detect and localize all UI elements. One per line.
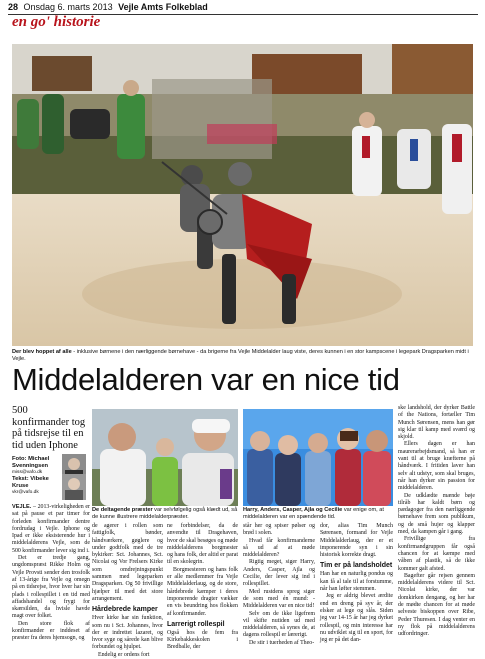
article-para: Endelig er ordens fort: [98, 651, 150, 658]
writer-portrait: [62, 474, 86, 500]
article-para: Frivillige fra konfirmandgruppen får også chancen for at kæmpe med våben af plastik, så de ikke kommer galt afsted.: [398, 536, 475, 572]
article-para: ne forbindelser, da de anvendte til Dragehaven, hvor de skal besøges og møde middelalderens borgmester og hans folk, der altid er parat til en skolegrin.: [167, 523, 238, 566]
article-para: Også hos de fem fra Kirkebakkeskolen i Bredballe, der: [167, 629, 238, 651]
article-subheading: Tim er på landsholdet: [320, 562, 393, 570]
main-caption-text: - inklusive børnene i den nærliggende børnehave - da brigerne fra Vejle Middelalder laug viste, deres kunnen i en stor kampscene i legepark Dragsparken midt i Vejle.: [12, 349, 469, 362]
article-col-4: [243, 523, 315, 646]
byline-text-email: vkr@vafo.dk: [12, 490, 39, 495]
article-para: Med rustdens spreg siger de som med én mund: - Middelalderen var en nice tid!: [243, 588, 315, 610]
article-col-5: [320, 523, 393, 644]
subheadline: 500 konfirmander tog på tidsrejse til en tid uden Iphone: [12, 405, 86, 451]
article-para: De stir i tuerheden af Theo-: [249, 639, 315, 646]
article-para: ske landshold, der dyrker Battle of the Nations, fortæller Tim Munch Sørensen, mens han gør sig klar til kamp med sværd og skjold.: [398, 405, 475, 441]
page-number: 28: [8, 2, 19, 12]
article-para: dor, alias Tim Munch Sørensen, formand for Vejle Middelalderlaug, der er et imponerende syn i sin historisk korrekte dragt.: [320, 523, 393, 559]
article-para: De udklædte mænde bøje tilråb har kaldt børn og pædagoger fra den nærliggende børnehave frem som publikum, og de små hujer og klapper med, da kampen går i gang.: [398, 492, 475, 536]
article-col-1: [12, 504, 90, 640]
youths-caption-text: var enige om, at middelalderen var en spændende tid.: [243, 507, 384, 520]
priests-caption: [92, 507, 238, 521]
article-para: Hver kirke har sin funktion, som nu i Sct. Johannes, hvor der er indrettet lazaret, og hvor syge og sårede kan blive forbundet og hjulpet.: [92, 615, 163, 651]
article-para: Han har en naturlig pondus og kan få al tale til at forstumme, når han løfter stemmen.: [320, 571, 393, 593]
byline-photo-email: miss@vafo.dk: [12, 470, 43, 475]
issue-date: Onsdag 6. marts 2013: [23, 2, 113, 12]
article-col-2: [92, 523, 163, 658]
article-subheading: Larrerigt rollespil: [167, 620, 225, 628]
byline-text: [12, 476, 90, 502]
article-para: Bagefter går rejsen gennem middelalderens videre til Sct. Nicolai kirke, der var domkirken dengang, og her har de mødte chancen for at møde selveste biskoppen over Ribe, Peder Thuresen. I dag venter en ny flok på middelalderens udfordringer.: [398, 572, 475, 638]
article-para: Rigtig meget, siger Harry, Anders, Casper, Ajla og Cecilie, der lever sig ind i rollespillet.: [243, 559, 315, 588]
running-header: [8, 2, 478, 13]
main-photo: [12, 44, 473, 346]
priests-photo-illustration: [92, 409, 238, 506]
article-para: Den store flok af konfirmander er inddeset af præster fra deres hjemsogn, og: [12, 620, 90, 642]
article-para: Borgmesteren og hans folk er alle medlemmer fra Vejle Middelalderlaug, og de store, hårdebrede kæmper i deres imponerende dragter vækker en vis beundring hos flokken af konfirmander.: [167, 566, 238, 617]
youths-photo-illustration: [243, 409, 393, 506]
priests-caption-text: var selvfølgelig også klædt ud, så de kunne illustrere middelalderpræster.: [92, 507, 238, 520]
dateline: VEJLE.: [12, 504, 32, 510]
youths-caption: [243, 507, 393, 521]
article-para: Selv om de ikke ligefrem vil skifte nutiden ud med middelalderen, så synes de, at dagens rollespil er lærerigt.: [243, 610, 315, 639]
byline-photo-label: Foto: Michael Svenningsen: [12, 456, 50, 469]
priests-photo: [92, 409, 238, 506]
article-col-6: [398, 405, 475, 640]
article-para: Hvad får konfirmanderne så ud af at møde middelalderen?: [243, 537, 315, 559]
article-para: de agerer i rollen som fattigfolk, bønder, håndværkere, gøglere og under godtfolk med de tre bykirker: Sct. Johannes, Sct. Nicolai og Vor Frelsers Kirke som omdrejningspunkt sammen med legeparken Dragsparken. Og 50 frivillige hjælper til med det store arrangement.: [92, 523, 163, 602]
article-para: Det er tredje gang, ungdomspræst Rikke Holm og Vejle Provsti sender den trosfolk af 13-årige fra Vejle og omegn på en tidsrejse, hvor hver har sin plads i rollespillet i en tid med affadshandel og frygt for skærsilden, da hvisle havde magt over folket.: [12, 555, 90, 620]
article-subheading: Hårdebrede kamper: [92, 606, 158, 614]
article-para: Ellers dagen er han maurerarbejdsmand, så han er vant til at bruge kræfterne på håndværk. I fritiden laver han selv alt udstyr, som skal bruges, når han dyrker sin passion for middelalderen.: [398, 441, 475, 492]
main-caption-bold: Der blev hoppet af alle: [12, 349, 72, 355]
main-photo-caption: [12, 349, 473, 363]
article-col-3: [167, 523, 238, 651]
youths-photo: [243, 409, 393, 506]
youths-caption-bold: Harry, Anders, Casper, Ajla og Cecilie: [243, 507, 343, 513]
byline-text-label: Tekst: Vibeke Kruse: [12, 476, 49, 489]
article-para: står her og spiser pølser og brød i solen.: [243, 523, 315, 537]
medieval-combat-photo-illustration: [12, 44, 473, 346]
newspaper-name: Vejle Amts Folkeblad: [118, 2, 208, 12]
article-para: Jeg er aldrig blevet ærdite end en dreng på syv år, der elsker at lege og slås. Siden jeg var 14-15 år har jeg dyrket rollespil, og min interesse har nu udviklet sig til en sport, for jeg er på det dan-: [320, 593, 393, 644]
section-title: en go' historie: [12, 14, 101, 30]
priests-caption-bold: De deltagende præster: [92, 507, 153, 513]
headline: Middelalderen var en nice tid: [12, 362, 400, 397]
article-para: VEJLE. – 2013-virkeligheden er sat på pause et par timer for forleden konfirmander dentre fordrudag i Vejle. Iphone og Ipad er ikke eksisterende hur i middelalderens Vejle, som de 500 konfirmander lever sig ind i.: [12, 504, 90, 554]
